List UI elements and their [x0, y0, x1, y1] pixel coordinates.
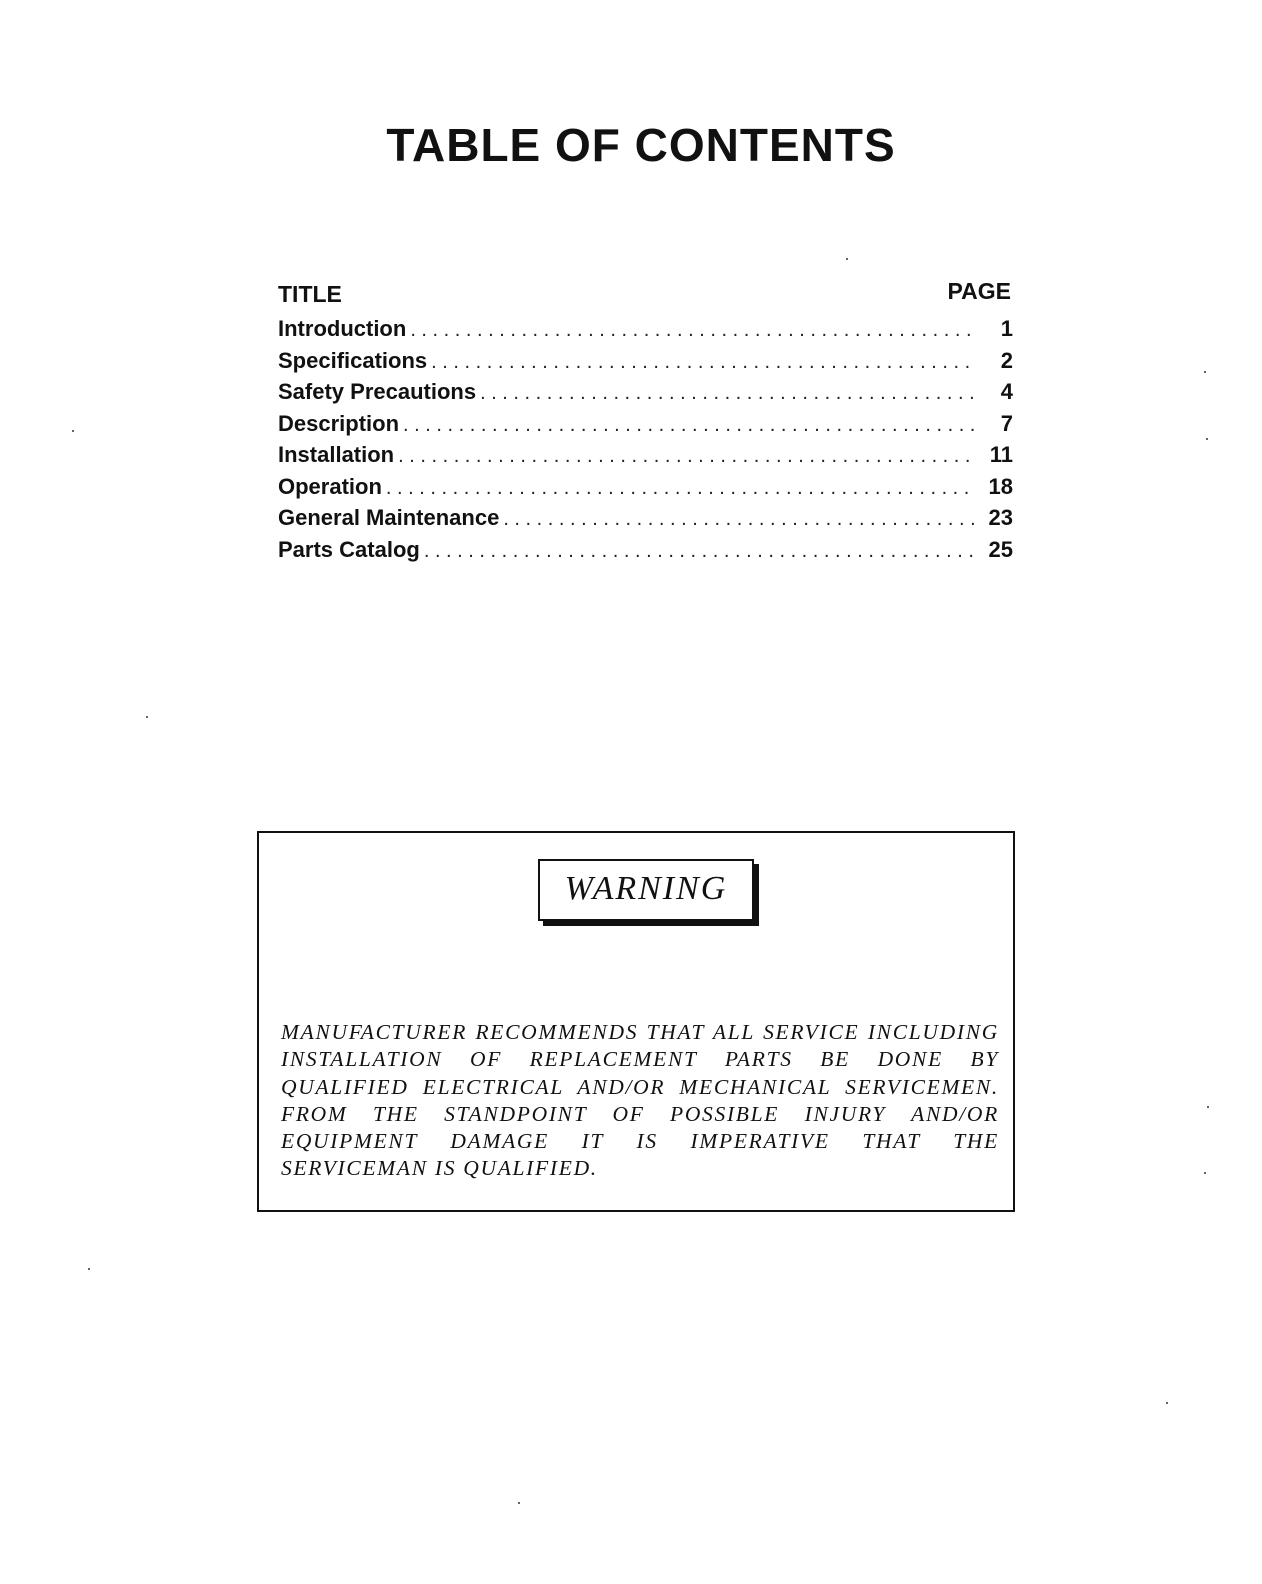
- toc-entry-operation: [278, 474, 1013, 506]
- scan-speck: [846, 258, 848, 260]
- dot-leader: [410, 319, 975, 342]
- warning-box: [257, 831, 1015, 1212]
- toc-entry-title: Installation: [278, 442, 395, 467]
- scan-speck: [146, 716, 148, 718]
- toc-entry-installation: [278, 442, 1013, 474]
- dot-leader: [503, 508, 975, 531]
- toc-entry-page: 4: [1000, 379, 1013, 404]
- toc-entry-title: Operation: [278, 473, 382, 499]
- toc-entry-page: 23: [988, 505, 1013, 530]
- toc-entry-general-maintenance: [278, 505, 1013, 537]
- toc-entry-page: 2: [1000, 347, 1013, 373]
- scan-speck: [1204, 371, 1206, 373]
- warning-label: WARNING: [564, 870, 728, 907]
- scan-speck: [518, 1502, 520, 1504]
- dot-leader: [386, 477, 975, 500]
- toc-entry-safety-precautions: [278, 379, 1013, 411]
- warning-text: MANUFACTURER RECOMMENDS THAT ALL SERVICE INCLUDING INSTALLATION OF REPLACEMENT PARTS BE DONE BY QUALIFIED ELECTRICAL AND/OR MECHANICAL SERVICEMEN. FROM THE STANDPOINT OF POSSIBLE INJURY AND/OR EQUIPMENT DAMAGE IT IS IMPERATIVE THAT THE SERVICEMAN IS QUALIFIED.: [281, 1020, 999, 1181]
- toc-entry-parts-catalog: [278, 537, 1013, 569]
- toc-header: [278, 276, 1013, 316]
- dot-leader: [480, 382, 975, 405]
- toc-entry-title: Specifications: [278, 347, 428, 373]
- dot-leader: [398, 445, 975, 468]
- scan-speck: [88, 1268, 90, 1270]
- scan-speck: [1207, 1106, 1209, 1108]
- toc-entry-title: Safety Precautions: [278, 379, 477, 404]
- toc-entry-page: 1: [1000, 316, 1013, 341]
- toc-header-page: PAGE: [947, 278, 1011, 304]
- scan-speck: [1166, 1402, 1168, 1404]
- warning-label-box: [538, 859, 754, 921]
- toc-header-title: TITLE: [278, 281, 342, 307]
- scan-speck: [72, 430, 74, 432]
- toc-entry-title: Parts Catalog: [278, 536, 420, 562]
- dot-leader: [424, 540, 975, 563]
- toc-entry-title: General Maintenance: [278, 505, 500, 530]
- toc-entry-page: 18: [988, 473, 1013, 499]
- table-of-contents: [278, 276, 1013, 568]
- dot-leader: [403, 414, 975, 437]
- page-title: TABLE OF CONTENTS: [386, 119, 896, 171]
- scan-speck: [1206, 438, 1208, 440]
- toc-entry-introduction: [278, 316, 1013, 348]
- toc-entry-page: 7: [1000, 410, 1013, 436]
- scan-speck: [1204, 1172, 1206, 1174]
- toc-entry-specifications: [278, 348, 1013, 380]
- toc-entry-title: Introduction: [278, 316, 407, 341]
- toc-entry-page: 25: [988, 536, 1013, 562]
- toc-entry-title: Description: [278, 410, 400, 436]
- dot-leader: [431, 351, 975, 374]
- toc-entry-page: 11: [989, 442, 1013, 467]
- toc-entry-description: [278, 411, 1013, 443]
